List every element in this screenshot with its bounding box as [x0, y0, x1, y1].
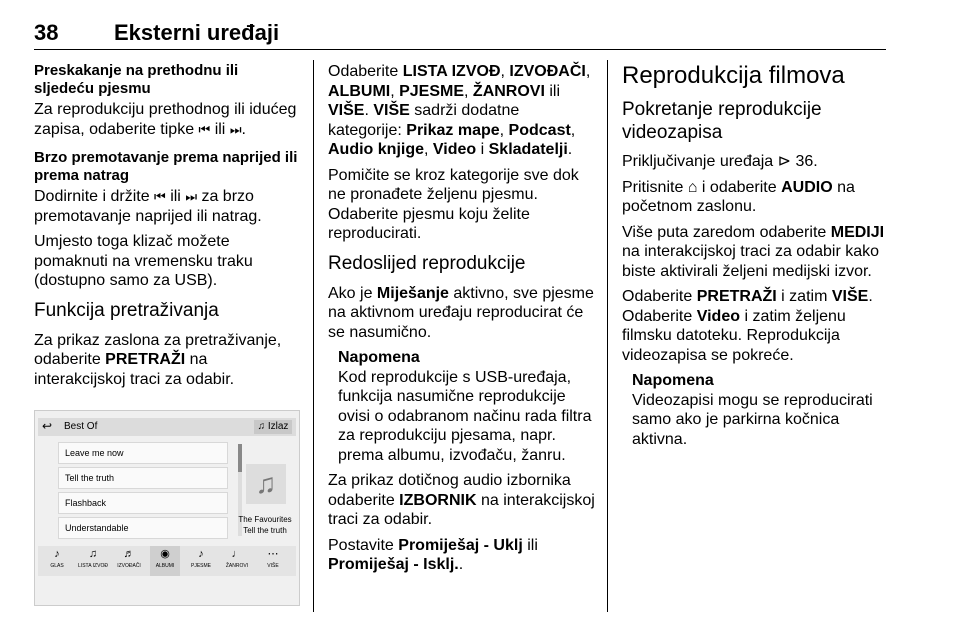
- tab-songs: ♪ PJESME: [186, 546, 216, 576]
- list-item: Understandable: [58, 517, 228, 539]
- playlist-icon: ♫: [88, 548, 98, 560]
- artist-icon: ♬: [123, 548, 135, 560]
- skip-back-icon: ⏮: [154, 189, 166, 204]
- paragraph-categories: Odaberite LISTA IZVOĐ, IZVOĐAČI, ALBUMI, PJESME, ŽANROVI ili VIŠE. VIŠE sadrži dodatne kategorije: Prikaz mape, Podcast, Audio knjige, Video i Skladatelji.: [328, 63, 591, 158]
- more-icon: ⋯: [267, 548, 279, 560]
- home-icon: ⌂: [687, 178, 698, 196]
- screen-top-bar: [38, 418, 296, 436]
- song-icon: ♪: [198, 548, 204, 560]
- tab-genres: ♩ ŽANROVI: [222, 546, 252, 576]
- list-item: Leave me now: [58, 442, 228, 464]
- paragraph-skip: Za reprodukciju prethodnog ili idućeg zapisa, odaberite tipke ⏮ ili ⏭.: [34, 101, 297, 138]
- heading-play-order: Redoslijed reprodukcije: [328, 252, 526, 274]
- column-2: [328, 62, 596, 581]
- skip-forward-icon: ⏭: [229, 121, 242, 137]
- paragraph-slider: Umjesto toga klizač možete pomaknuti na vremensku traku (dostupno samo za USB).: [34, 233, 253, 289]
- voice-icon: ♪: [54, 548, 60, 560]
- note-text: Videozapisi mogu se reproducirati samo ako je parkirna kočnica aktivna.: [632, 391, 873, 448]
- tab-artists: ♬ IZVOĐAČI: [114, 546, 144, 576]
- tab-playlists: ♫ LISTA IZVOĐ: [78, 548, 108, 569]
- section-title-seek: Brzo premotavanje prema naprijed ili prema natrag: [34, 149, 298, 184]
- tab-voice: ♪ GLAS: [42, 546, 72, 576]
- page-number: 38: [34, 20, 59, 45]
- tab-more: ⋯ VIŠE: [258, 546, 288, 576]
- paragraph-scroll: Pomičite se kroz kategorije sve dok ne pronađete željenu pjesmu. Odaberite pjesmu koju želite reproducirati.: [328, 166, 579, 242]
- genre-icon: ♩: [231, 548, 243, 560]
- column-divider: [607, 60, 608, 612]
- paragraph-seek: Dodirnite i držite ⏮ ili ⏭ za brzo premotavanje naprijed ili natrag.: [34, 188, 262, 225]
- skip-forward-icon: ⏭: [185, 189, 198, 204]
- list-item: Tell the truth: [58, 467, 228, 489]
- heading-movies: Reprodukcija filmova: [622, 62, 845, 89]
- heading-search: Funkcija pretraživanja: [34, 299, 219, 321]
- note-text: Kod reprodukcije s USB-uređaja, funkcija nasumične reprodukcije ovisi o odabranom načinu rada filtra za reprodukciju pjesama, napr. prema albumu, izvođaču, žanru.: [338, 368, 592, 464]
- screen-title: Best Of: [64, 421, 98, 432]
- selection-bar: [38, 546, 296, 576]
- track-list: [58, 442, 228, 542]
- page-header: [34, 20, 886, 50]
- paragraph-shuffle: Ako je Miješanje aktivno, sve pjesme na aktivnom uređaju reproducirat će se nasumično.: [328, 284, 594, 341]
- scrollbar-thumb: [238, 444, 242, 472]
- paragraph-menu: Za prikaz dotičnog audio izbornika odaberite IZBORNIK na interakcijskoj traci za odabir.: [328, 472, 595, 528]
- now-playing-info: The Favourites Tell the truth: [238, 515, 292, 535]
- paragraph-connect: Priključivanje uređaja ⊳ 36.: [622, 153, 818, 170]
- exit-button: ♫ Izlaz: [254, 420, 292, 434]
- list-item: Flashback: [58, 492, 228, 514]
- cross-reference-icon: ⊳: [777, 153, 792, 170]
- paragraph-shuffle-setting: Postavite Promiješaj - Uklj ili Promiješaj - Isklj..: [328, 536, 538, 573]
- note-title: Napomena: [632, 372, 714, 389]
- album-icon: ◉: [160, 548, 170, 560]
- skip-back-icon: ⏮: [198, 121, 211, 137]
- note-title: Napomena: [338, 349, 420, 366]
- paragraph-select-video: Odaberite PRETRAŽI i zatim VIŠE. Odaberite Video i zatim željenu filmsku datoteku. Reprodukcija videozapisa se pokreće.: [622, 288, 873, 364]
- music-note-icon: ♫: [246, 464, 286, 504]
- column-1: [34, 62, 302, 395]
- column-3: [622, 62, 890, 455]
- note-block: [632, 371, 890, 449]
- header-rule: [34, 49, 886, 50]
- paragraph-press-home: Pritisnite ⌂ i odaberite AUDIO na početnom zaslonu.: [622, 178, 855, 215]
- page-title: Eksterni uređaji: [114, 20, 280, 45]
- note-block: [338, 348, 596, 465]
- heading-start-video: Pokretanje reprodukcije videozapisa: [622, 99, 822, 143]
- paragraph-media: Više puta zaredom odaberite MEDIJI na interakcijskoj traci za odabir kako biste aktivirali željeni medijski izvor.: [622, 223, 885, 280]
- tab-albums: ◉ ALBUMI: [150, 546, 180, 576]
- paragraph-search: Za prikaz zaslona za pretraživanje, odaberite PRETRAŽI na interakcijskoj traci za odabir.: [34, 331, 282, 388]
- back-icon: ↩: [42, 419, 53, 433]
- column-divider: [313, 60, 314, 612]
- section-title-skip: Preskakanje na prethodnu ili sljedeću pjesmu: [34, 62, 239, 97]
- search-screen-screenshot: [34, 410, 300, 606]
